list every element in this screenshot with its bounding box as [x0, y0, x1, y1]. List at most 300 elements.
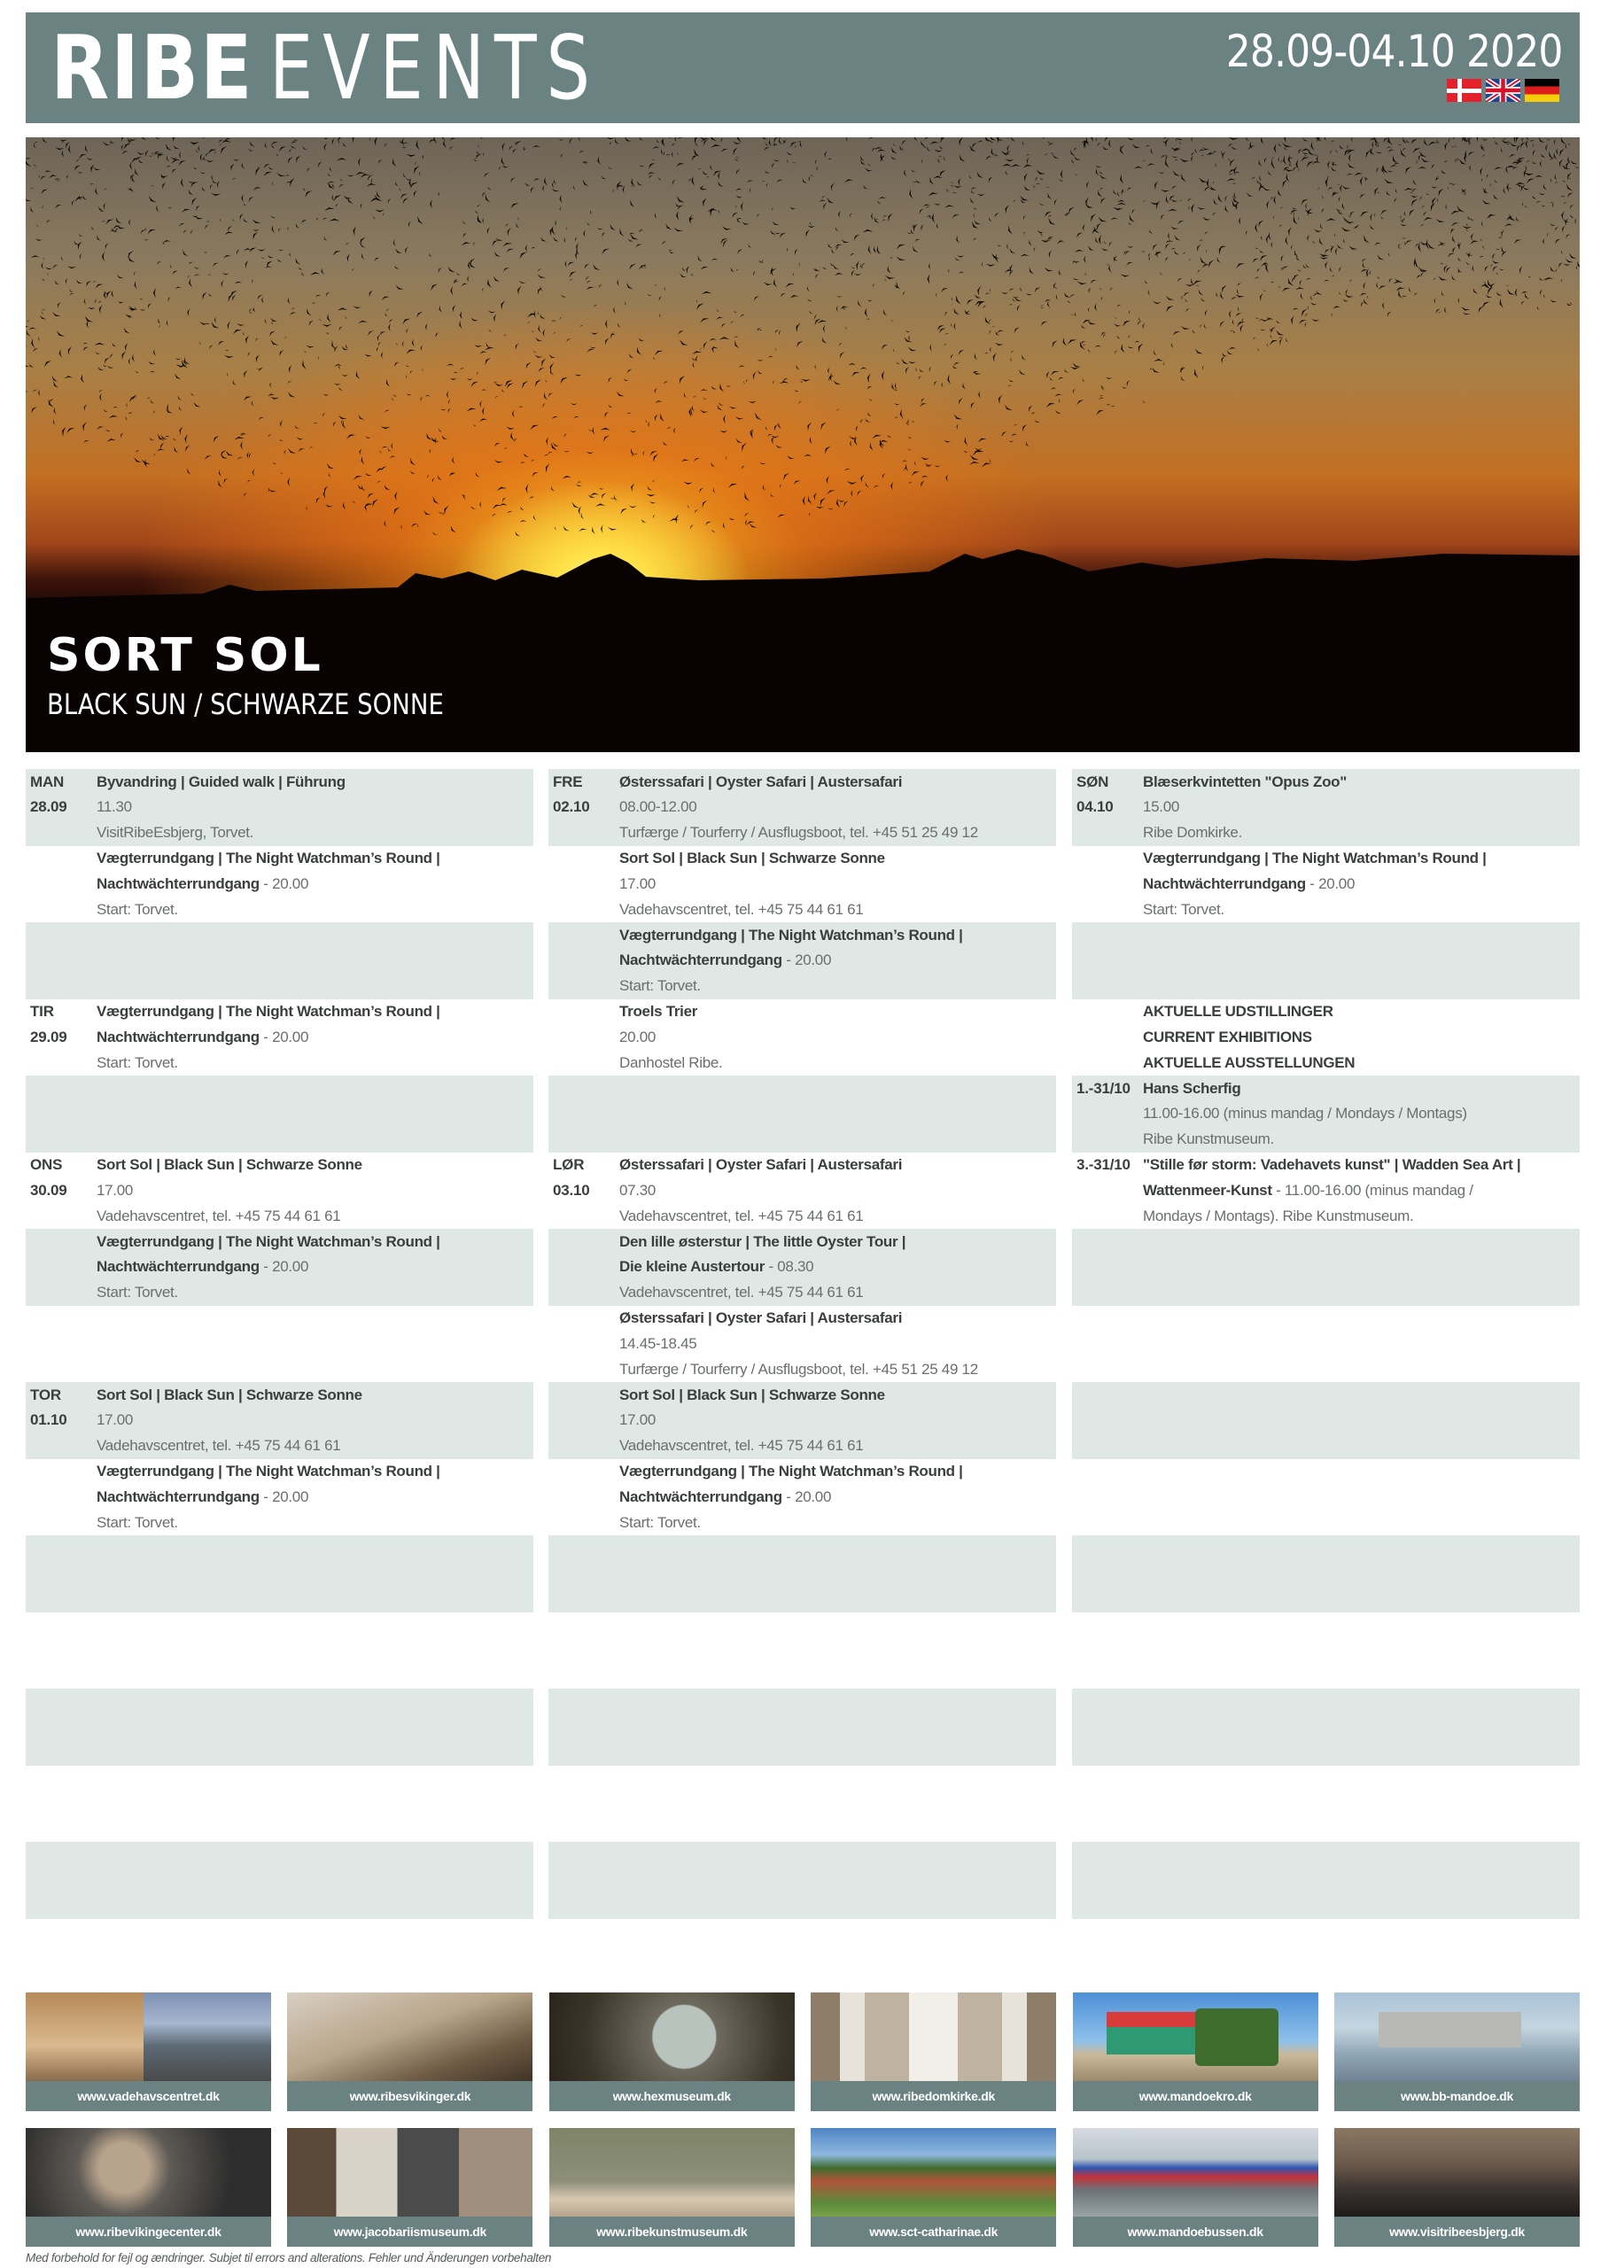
event-row: [1072, 999, 1580, 1076]
event-text: [1143, 872, 1355, 897]
event-text: [619, 1204, 863, 1230]
event-detail: 17.00: [619, 1411, 657, 1429]
empty-row: [26, 1766, 533, 1843]
event-line: [1072, 999, 1580, 1025]
event-detail: VisitRibeEsbjerg, Torvet.: [97, 824, 254, 842]
event-line: [548, 999, 1056, 1025]
event-line: [26, 770, 533, 796]
partner-photo[interactable]: [1073, 2128, 1318, 2217]
day-label: MAN: [30, 773, 65, 790]
event-text: [619, 1230, 905, 1255]
event-line: [1072, 1076, 1580, 1102]
event-row: [548, 846, 1056, 923]
event-title: Den lille østerstur | The little Oyster Tour |: [619, 1232, 906, 1250]
event-text: [619, 1280, 863, 1306]
event-line: [548, 1383, 1056, 1409]
event-title: Nachtwächterrundgang: [97, 874, 260, 892]
date-label: 28.09: [30, 798, 67, 816]
partner-link-card[interactable]: [549, 2128, 795, 2247]
day-label: 1.-31/10: [1076, 1079, 1131, 1097]
event-line: [548, 1306, 1056, 1332]
event-detail: Start: Torvet.: [1143, 900, 1224, 918]
event-line: [548, 897, 1056, 923]
event-row: [1072, 769, 1580, 846]
event-text: [97, 1254, 308, 1280]
event-text: [1143, 1025, 1312, 1051]
partner-url-link[interactable]: www.ribevikingecenter.dk: [26, 2217, 271, 2247]
partner-url-link[interactable]: www.mandoebussen.dk: [1073, 2217, 1318, 2247]
event-text: [1143, 1204, 1413, 1230]
event-title: Sort Sol | Black Sun | Schwarze Sonne: [619, 1386, 885, 1403]
partner-photo[interactable]: [549, 1992, 795, 2081]
event-detail: Ribe Domkirke.: [1143, 824, 1242, 842]
partner-photo[interactable]: [1334, 1992, 1580, 2081]
event-title: Byvandring | Guided walk | Führung: [97, 773, 346, 790]
day-label: FRE: [553, 773, 583, 790]
event-line: [548, 1204, 1056, 1230]
day-label: SØN: [1076, 773, 1109, 790]
event-title: Nachtwächterrundgang: [97, 1258, 260, 1276]
event-line: [1072, 1178, 1580, 1204]
event-title: Sort Sol | Black Sun | Schwarze Sonne: [97, 1156, 362, 1173]
event-text: [619, 1025, 656, 1051]
event-detail: - 20.00: [781, 1487, 832, 1505]
event-line: [26, 1051, 533, 1076]
event-line: [26, 1230, 533, 1255]
schedule-column-3: [1072, 769, 1580, 1919]
day-label: TIR: [30, 1003, 54, 1020]
event-text: [1143, 846, 1487, 872]
hero-title: SORT SOL: [47, 629, 323, 682]
empty-row: [1072, 1229, 1580, 1306]
event-title: Sort Sol | Black Sun | Schwarze Sonne: [97, 1386, 362, 1403]
event-title: Nachtwächterrundgang: [97, 1028, 260, 1045]
partner-link-card[interactable]: [1073, 1992, 1318, 2111]
event-line: [1072, 1204, 1580, 1230]
empty-row: [26, 1612, 533, 1689]
event-title: AKTUELLE UDSTILLINGER: [1143, 1003, 1333, 1020]
event-text: [619, 1357, 978, 1383]
event-line: [1072, 846, 1580, 872]
event-row: [548, 999, 1056, 1076]
partner-url-link[interactable]: www.bb-mandoe.dk: [1334, 2081, 1580, 2111]
event-line: [26, 1280, 533, 1306]
event-line: [548, 770, 1056, 796]
event-line: [26, 846, 533, 872]
partner-photo[interactable]: [26, 1992, 271, 2081]
date-range: 28.09-04.10 2020: [1225, 26, 1562, 77]
partner-link-card[interactable]: [26, 2128, 271, 2247]
day-label: TOR: [30, 1386, 61, 1403]
partner-url-link[interactable]: www.vadehavscentret.dk: [26, 2081, 271, 2111]
event-title: Hans Scherfig: [1143, 1079, 1241, 1097]
empty-row: [548, 1535, 1056, 1612]
empty-row: [26, 1689, 533, 1766]
event-title: Vægterrundgang | The Night Watchman’s Round |: [1143, 850, 1487, 866]
event-text: [619, 1511, 701, 1536]
empty-row: [1072, 1842, 1580, 1919]
event-row: [548, 1459, 1056, 1536]
hero-subtitle: BLACK SUN / SCHWARZE SONNE: [47, 687, 444, 721]
event-row: [1072, 1153, 1580, 1230]
event-detail: Turfærge / Tourferry / Ausflugsboot, tel. +45 51 25 49 12: [619, 824, 978, 842]
event-line: [26, 820, 533, 846]
schedule-column-2: [548, 769, 1056, 1919]
partner-url-link[interactable]: www.ribekunstmuseum.dk: [549, 2217, 795, 2247]
event-text: [619, 948, 831, 974]
brand-bold: RIBE: [51, 16, 254, 120]
empty-row: [1072, 1689, 1580, 1766]
event-detail: 17.00: [97, 1411, 134, 1429]
event-detail: Vadehavscentret, tel. +45 75 44 61 61: [97, 1437, 341, 1455]
event-title: Vægterrundgang | The Night Watchman’s Round |: [97, 1463, 440, 1480]
event-detail: - 20.00: [1305, 874, 1356, 892]
event-line: [548, 1408, 1056, 1433]
event-title: Vægterrundgang | The Night Watchman’s Round |: [97, 1232, 440, 1250]
event-line: [26, 1254, 533, 1280]
event-line: [26, 1433, 533, 1459]
partner-photo[interactable]: [287, 2128, 532, 2217]
event-detail: Turfærge / Tourferry / Ausflugsboot, tel. +45 51 25 49 12: [619, 1360, 978, 1378]
date-label: 29.09: [30, 1028, 67, 1045]
event-line: [548, 795, 1056, 820]
event-line: [548, 974, 1056, 999]
brand-title: [51, 16, 693, 120]
partner-link-card[interactable]: [811, 1992, 1056, 2111]
empty-row: [1072, 922, 1580, 999]
date-label: 30.09: [30, 1181, 67, 1199]
event-text: [97, 1051, 178, 1076]
event-text: [97, 1485, 308, 1511]
event-title: "Stille før storm: Vadehavets kunst" | Wadden Sea Art |: [1143, 1156, 1521, 1173]
event-title: Nachtwächterrundgang: [619, 951, 782, 969]
partner-link-card[interactable]: [287, 1992, 532, 2111]
event-text: [619, 923, 963, 949]
event-detail: Danhostel Ribe.: [619, 1053, 723, 1071]
event-line: [26, 1178, 533, 1204]
event-title: Østerssafari | Oyster Safari | Austersafari: [619, 1156, 903, 1173]
event-detail: - 20.00: [259, 1487, 309, 1505]
event-text: [97, 1230, 440, 1255]
event-line: [548, 1332, 1056, 1357]
partner-url-link[interactable]: www.jacobariismuseum.dk: [287, 2217, 532, 2247]
event-line: [26, 872, 533, 897]
event-row: [26, 1153, 533, 1230]
partner-photo[interactable]: [287, 1992, 532, 2081]
event-line: [26, 1459, 533, 1485]
event-title: Nachtwächterrundgang: [619, 1487, 782, 1505]
partner-url-link[interactable]: www.ribesvikinger.dk: [287, 2081, 532, 2111]
event-line: [548, 820, 1056, 846]
event-text: [619, 770, 902, 796]
event-title: AKTUELLE AUSSTELLUNGEN: [1143, 1053, 1356, 1071]
empty-row: [1072, 1382, 1580, 1459]
partner-url-link[interactable]: www.hexmuseum.dk: [549, 2081, 795, 2111]
event-title: Blæserkvintetten "Opus Zoo": [1143, 773, 1347, 790]
event-text: [1143, 1178, 1473, 1204]
event-detail: - 08.30: [765, 1258, 814, 1276]
event-text: [619, 1153, 902, 1178]
hero-image-black-sun: [26, 137, 1580, 752]
event-line: [1072, 770, 1580, 796]
event-title: Die kleine Austertour: [619, 1258, 765, 1276]
partner-link-card[interactable]: [549, 1992, 795, 2111]
event-text: [619, 1408, 656, 1433]
event-line: [1072, 795, 1580, 820]
brand-light: EVENTS: [268, 16, 600, 120]
event-detail: 14.45-18.45: [619, 1334, 697, 1352]
partner-url-link[interactable]: www.sct-catharinae.dk: [811, 2217, 1056, 2247]
flag-germany-icon[interactable]: [1525, 79, 1559, 102]
event-detail: Start: Torvet.: [619, 977, 701, 995]
event-line: [26, 1153, 533, 1178]
event-line: [1072, 1127, 1580, 1153]
event-text: [619, 820, 978, 846]
event-line: [26, 1485, 533, 1511]
event-detail: Ribe Kunstmuseum.: [1143, 1130, 1274, 1148]
event-line: [548, 846, 1056, 872]
language-flags: [1447, 79, 1559, 102]
partner-photo[interactable]: [811, 1992, 1056, 2081]
event-line: [26, 1025, 533, 1051]
disclaimer: Med forbehold for fejl og ændringer. Subjet til errors and alterations. Fehler und Änderungen vorbehalten: [26, 2251, 552, 2264]
event-detail: Vadehavscentret, tel. +45 75 44 61 61: [619, 1207, 864, 1224]
event-line: [548, 872, 1056, 897]
event-line: [548, 1153, 1056, 1178]
event-line: [1072, 1101, 1580, 1127]
partner-url-link[interactable]: www.visitribeesbjerg.dk: [1334, 2217, 1580, 2247]
date-label: 02.10: [553, 798, 590, 816]
event-text: [1143, 1101, 1467, 1127]
event-line: [1072, 897, 1580, 923]
event-text: [97, 1383, 362, 1409]
event-text: [97, 1153, 362, 1178]
event-text: [619, 1433, 863, 1459]
event-text: [97, 1511, 178, 1536]
event-text: [97, 872, 308, 897]
event-detail: Start: Torvet.: [619, 1513, 701, 1531]
empty-row: [26, 1306, 533, 1383]
event-line: [26, 1204, 533, 1230]
partner-link-card[interactable]: [1073, 2128, 1318, 2247]
partner-photo[interactable]: [1073, 1992, 1318, 2081]
event-line: [548, 1280, 1056, 1306]
partner-link-card[interactable]: [26, 1992, 271, 2111]
empty-row: [26, 1076, 533, 1153]
event-detail: 20.00: [619, 1028, 657, 1045]
event-line: [26, 1408, 533, 1433]
event-text: [97, 846, 440, 872]
event-row: [548, 1229, 1056, 1306]
event-title: Vægterrundgang | The Night Watchman’s Round |: [619, 926, 963, 944]
event-line: [1072, 1025, 1580, 1051]
event-row: [26, 1382, 533, 1459]
empty-row: [1072, 1535, 1580, 1612]
partner-link-card[interactable]: [811, 2128, 1056, 2247]
event-text: [97, 1025, 308, 1051]
event-text: [97, 820, 253, 846]
day-label: 3.-31/10: [1076, 1156, 1131, 1173]
event-line: [548, 1254, 1056, 1280]
event-detail: - 20.00: [259, 874, 309, 892]
event-title: Sort Sol | Black Sun | Schwarze Sonne: [619, 850, 885, 866]
event-text: [619, 1383, 885, 1409]
event-text: [97, 897, 178, 923]
event-detail: 17.00: [97, 1181, 134, 1199]
event-row: [548, 769, 1056, 846]
event-title: Østerssafari | Oyster Safari | Austersafari: [619, 773, 903, 790]
partner-url-link[interactable]: www.mandoekro.dk: [1073, 2081, 1318, 2111]
event-detail: Start: Torvet.: [97, 1053, 178, 1071]
event-detail: Start: Torvet.: [97, 1284, 178, 1301]
partner-link-card[interactable]: [1334, 2128, 1580, 2247]
event-row: [26, 1229, 533, 1306]
event-line: [548, 1025, 1056, 1051]
empty-row: [1072, 1766, 1580, 1843]
event-row: [548, 1306, 1056, 1383]
event-text: [97, 1433, 340, 1459]
event-text: [1143, 999, 1333, 1025]
event-text: [1143, 820, 1242, 846]
event-text: [619, 872, 656, 897]
event-detail: - 20.00: [259, 1028, 309, 1045]
event-detail: 17.00: [619, 874, 657, 892]
event-text: [97, 795, 132, 820]
event-detail: Mondays / Montags). Ribe Kunstmuseum.: [1143, 1207, 1414, 1224]
event-title: Vægterrundgang | The Night Watchman’s Round |: [619, 1463, 963, 1480]
date-label: 01.10: [30, 1411, 67, 1429]
union-jack-graphic: [1486, 79, 1520, 102]
event-text: [619, 897, 863, 923]
event-text: [1143, 1127, 1274, 1153]
event-text: [619, 974, 701, 999]
event-line: [1072, 1153, 1580, 1178]
event-row: [1072, 846, 1580, 923]
event-text: [1143, 1153, 1520, 1178]
day-label: LØR: [553, 1156, 585, 1173]
event-detail: Start: Torvet.: [97, 900, 178, 918]
event-line: [548, 1357, 1056, 1383]
event-line: [26, 999, 533, 1025]
event-line: [548, 1433, 1056, 1459]
event-detail: Vadehavscentret, tel. +45 75 44 61 61: [619, 1437, 864, 1455]
partner-link-card[interactable]: [1334, 1992, 1580, 2111]
partner-photo[interactable]: [811, 2128, 1056, 2217]
event-text: [97, 999, 440, 1025]
event-detail: 07.30: [619, 1181, 657, 1199]
flag-denmark-icon[interactable]: [1447, 79, 1481, 102]
event-text: [1143, 897, 1224, 923]
event-text: [619, 1178, 656, 1204]
empty-row: [1072, 1612, 1580, 1689]
event-text: [619, 1459, 963, 1485]
event-text: [1143, 1051, 1355, 1076]
event-row: [548, 1153, 1056, 1230]
day-label: ONS: [30, 1156, 63, 1173]
event-detail: 11.00-16.00 (minus mandag / Mondays / Montags): [1143, 1105, 1467, 1122]
event-text: [619, 1306, 902, 1332]
event-text: [1143, 1076, 1240, 1102]
event-detail: 15.00: [1143, 798, 1180, 816]
empty-row: [1072, 1459, 1580, 1536]
event-line: [548, 923, 1056, 949]
event-row: [548, 1382, 1056, 1459]
empty-row: [26, 1842, 533, 1919]
event-row: [26, 846, 533, 923]
event-text: [97, 1204, 340, 1230]
schedule-column-1: [26, 769, 533, 1919]
event-line: [1072, 872, 1580, 897]
event-line: [1072, 820, 1580, 846]
event-line: [548, 1511, 1056, 1536]
event-text: [97, 1280, 178, 1306]
empty-row: [548, 1076, 1056, 1153]
partner-photo[interactable]: [549, 2128, 795, 2217]
event-line: [26, 1383, 533, 1409]
empty-row: [548, 1612, 1056, 1689]
partner-photo[interactable]: [1334, 2128, 1580, 2217]
empty-row: [548, 1766, 1056, 1843]
event-text: [97, 1459, 440, 1485]
empty-row: [548, 1689, 1056, 1766]
event-title: Wattenmeer-Kunst: [1143, 1181, 1272, 1199]
partner-url-link[interactable]: www.ribedomkirke.dk: [811, 2081, 1056, 2111]
event-line: [1072, 1051, 1580, 1076]
partner-link-card[interactable]: [287, 2128, 532, 2247]
event-title: Nachtwächterrundgang: [1143, 874, 1306, 892]
event-detail: 11.30: [97, 798, 132, 816]
event-line: [548, 1051, 1056, 1076]
event-detail: Vadehavscentret, tel. +45 75 44 61 61: [619, 900, 864, 918]
event-row: [26, 999, 533, 1076]
event-text: [619, 1254, 813, 1280]
event-row: [1072, 1076, 1580, 1153]
event-detail: 08.00-12.00: [619, 798, 697, 816]
empty-row: [26, 922, 533, 999]
header-bar: [26, 12, 1580, 123]
event-line: [548, 1459, 1056, 1485]
event-title: Østerssafari | Oyster Safari | Austersafari: [619, 1309, 903, 1326]
event-text: [1143, 795, 1179, 820]
event-text: [97, 770, 346, 796]
date-label: 04.10: [1076, 798, 1114, 816]
event-line: [26, 795, 533, 820]
event-text: [97, 1408, 133, 1433]
event-detail: Start: Torvet.: [97, 1513, 178, 1531]
event-line: [26, 897, 533, 923]
empty-row: [1072, 1306, 1580, 1383]
event-title: Nachtwächterrundgang: [97, 1487, 260, 1505]
event-detail: - 11.00-16.00 (minus mandag /: [1271, 1181, 1473, 1199]
date-label: 03.10: [553, 1181, 590, 1199]
event-title: Vægterrundgang | The Night Watchman’s Round |: [97, 850, 440, 866]
event-title: Troels Trier: [619, 1003, 698, 1020]
partner-photo[interactable]: [26, 2128, 271, 2217]
event-text: [619, 1051, 722, 1076]
empty-row: [26, 1535, 533, 1612]
empty-row: [548, 1842, 1056, 1919]
event-detail: Vadehavscentret, tel. +45 75 44 61 61: [619, 1284, 864, 1301]
event-text: [619, 1332, 696, 1357]
event-row: [26, 769, 533, 846]
event-line: [26, 1511, 533, 1536]
event-line: [548, 1485, 1056, 1511]
event-title: Vægterrundgang | The Night Watchman’s Round |: [97, 1003, 440, 1020]
event-text: [619, 1485, 831, 1511]
flag-uk-icon[interactable]: [1486, 79, 1520, 102]
event-text: [1143, 770, 1347, 796]
event-line: [548, 948, 1056, 974]
